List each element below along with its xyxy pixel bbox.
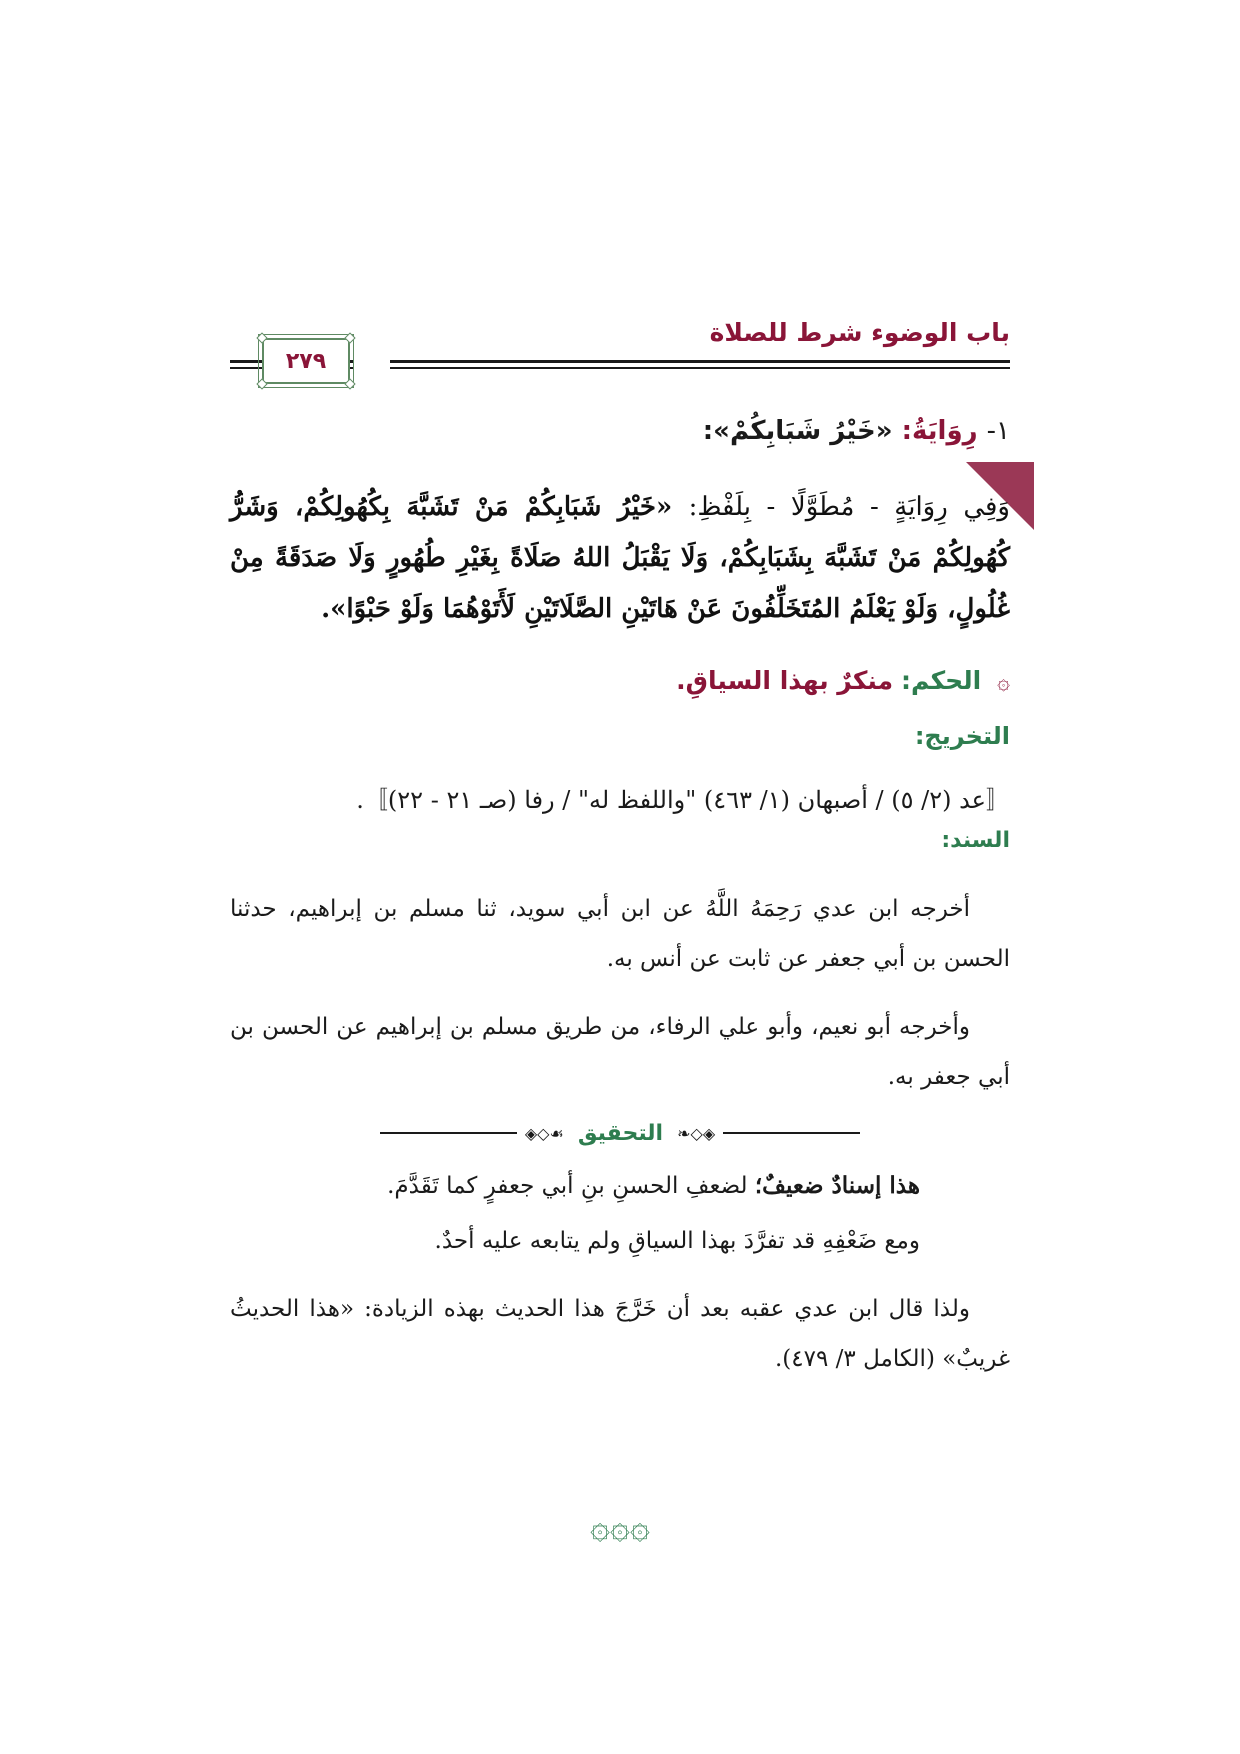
item-name: «خَيْرُ شَبَابِكُمْ»:	[702, 416, 893, 446]
tahqiq-heading: التحقيق	[577, 1120, 664, 1146]
hadith-lead: وَفِي رِوَايَةٍ - مُطَوَّلًا - بِلَفْظِ:	[688, 492, 1010, 522]
hadith-text	[230, 482, 1010, 635]
tahqiq-verdict: هذا إسنادٌ ضعيفٌ؛	[754, 1172, 920, 1199]
header-rule	[390, 360, 1010, 363]
divider-line	[380, 1132, 517, 1134]
flower-icon: ۞	[997, 670, 1010, 695]
divider-line	[723, 1132, 860, 1134]
takhrij-label: التخريج:	[914, 722, 1010, 750]
item-label: رِوَايَةُ:	[901, 416, 978, 446]
tahqiq-paragraph-1	[387, 1172, 920, 1199]
tahqiq-paragraph-3: ولذا قال ابن عدي عقبه بعد أن خَرَّجَ هذا الحديث بهذه الزيادة: «هذا الحديثُ غريبٌ» (الكامل ٣/ ٤٧٩).	[230, 1296, 1010, 1372]
frame-corner-icon	[344, 332, 355, 343]
takhrij-references: 〚عد (٢/ ٥) / أصبهان (١/ ٤٦٣) "واللفظ له" / رفا (صـ ٢١ - ٢٢)〛.	[356, 786, 1010, 814]
sanad-paragraph-1: أخرجه ابن عدي رَحِمَهُ اللَّهُ عن ابن أبي سويد، ثنا مسلم بن إبراهيم، حدثنا الحسن بن أبي جعفر عن ثابت عن أنس به.	[230, 896, 1010, 972]
ruling-label: الحكم:	[901, 666, 982, 695]
chapter-title: باب الوضوء شرط للصلاة	[709, 318, 1010, 347]
frame-corner-icon	[256, 332, 267, 343]
hadith-body: «خَيْرُ شَبَابِكُمْ مَنْ تَشَبَّهَ بِكُهُولِكُمْ، وَشَرُّ كُهُولِكُمْ مَنْ تَشَبَّهَ بِشَبَابِكُمْ، وَلَا يَقْبَلُ اللهُ صَلَاةً بِغَيْرِ طُهُورٍ وَلَا صَدَقَةً مِنْ غُلُولٍ، وَلَوْ يَعْلَمُ المُتَخَلِّفُونَ عَنْ هَاتَيْنِ الصَّلَاتَيْنِ لَأَتَوْهُمَا وَلَوْ حَبْوًا».	[230, 492, 1010, 624]
sanad-paragraph-2: وأخرجه أبو نعيم، وأبو علي الرفاء، من طريق مسلم بن إبراهيم عن الحسن بن أبي جعفر به.	[230, 1014, 1010, 1090]
ornament-icon: ☙◇◈	[524, 1123, 564, 1143]
footer-ornament-icon: ۞۞۞	[590, 1507, 650, 1547]
frame-corner-icon	[344, 378, 355, 389]
ruling-value: منكرٌ بهذا السياقِ.	[676, 666, 894, 695]
header-rule-thin	[390, 367, 1010, 369]
tahqiq-reason: لضعفِ الحسنِ بنِ أبي جعفرٍ كما تَقَدَّمَ.	[387, 1173, 755, 1199]
item-heading	[703, 416, 1010, 446]
item-number: ١-	[986, 416, 1010, 446]
ornament-icon: ◈◇❧	[677, 1123, 716, 1143]
sanad-label: السند:	[941, 828, 1010, 853]
page-number: ٢٧٩	[285, 348, 327, 374]
frame-corner-icon	[256, 378, 267, 389]
ruling	[676, 666, 1010, 695]
tahqiq-divider	[380, 1120, 860, 1146]
tahqiq-paragraph-2: ومع ضَعْفِهِ قد تفرَّدَ بهذا السياقِ ولم يتابعه عليه أحدٌ.	[434, 1228, 920, 1254]
page-number-frame	[262, 338, 350, 384]
